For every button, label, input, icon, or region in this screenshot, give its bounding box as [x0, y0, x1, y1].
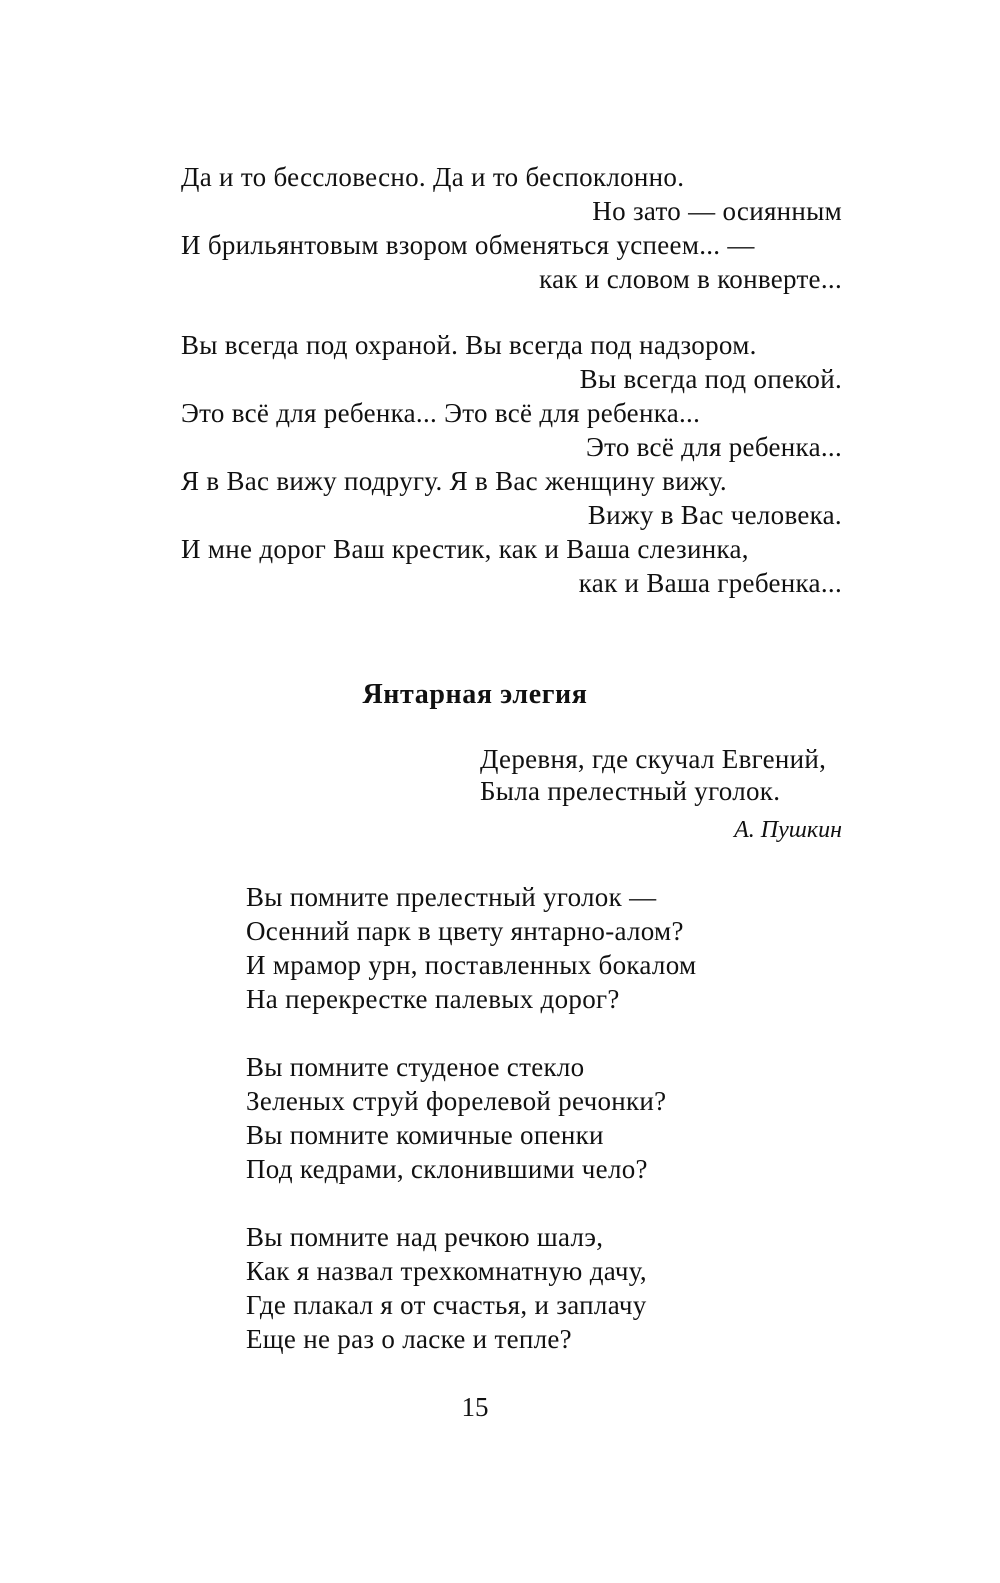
verse-line: Вы всегда под охраной. Вы всегда под надзором.	[181, 330, 757, 360]
epigraph-author: А. Пушкин	[734, 817, 842, 843]
verse-line: Где плакал я от счастья, и заплачу	[246, 1290, 647, 1320]
verse-line: Я в Вас вижу подругу. Я в Вас женщину вижу.	[181, 466, 727, 496]
verse-line: И брильянтовым взором обменяться успеем... —	[181, 230, 755, 260]
verse-line: Еще не раз о ласке и тепле?	[246, 1324, 572, 1354]
epigraph-line: Деревня, где скучал Евгений,	[480, 744, 827, 774]
verse-line: Это всё для ребенка...	[585, 432, 842, 462]
verse-line: как и словом в конверте...	[539, 264, 842, 294]
verse-line: Вы всегда под опекой.	[579, 364, 842, 394]
verse-line: Да и то бессловесно. Да и то беспоклонно.	[181, 162, 685, 192]
verse-line: Как я назвал трехкомнатную дачу,	[246, 1256, 647, 1286]
verse-line: И мне дорог Ваш крестик, как и Ваша слезинка,	[181, 534, 749, 564]
verse-line: И мрамор урн, поставленных бокалом	[246, 950, 697, 980]
verse-line: Вижу в Вас человека.	[587, 500, 842, 530]
verse-line: Это всё для ребенка... Это всё для ребенка...	[181, 398, 701, 428]
verse-line: На перекрестке палевых дорог?	[246, 984, 620, 1014]
verse-line: как и Ваша гребенка...	[578, 568, 842, 598]
verse-line: Под кедрами, склонившими чело?	[246, 1154, 648, 1184]
verse-line: Зеленых струй форелевой речонки?	[246, 1086, 667, 1116]
verse-line: Вы помните студеное стекло	[246, 1052, 585, 1082]
verse-line: Осенний парк в цвету янтарно-алом?	[246, 916, 684, 946]
verse-line: Вы помните прелестный уголок —	[246, 882, 657, 912]
page-number: 15	[461, 1392, 489, 1422]
poem-title: Янтарная элегия	[362, 679, 588, 710]
epigraph-line: Была прелестный уголок.	[480, 776, 781, 806]
verse-line: Но зато — осиянным	[592, 196, 842, 226]
verse-line: Вы помните комичные опенки	[246, 1120, 604, 1150]
verse-line: Вы помните над речкою шалэ,	[246, 1222, 604, 1252]
